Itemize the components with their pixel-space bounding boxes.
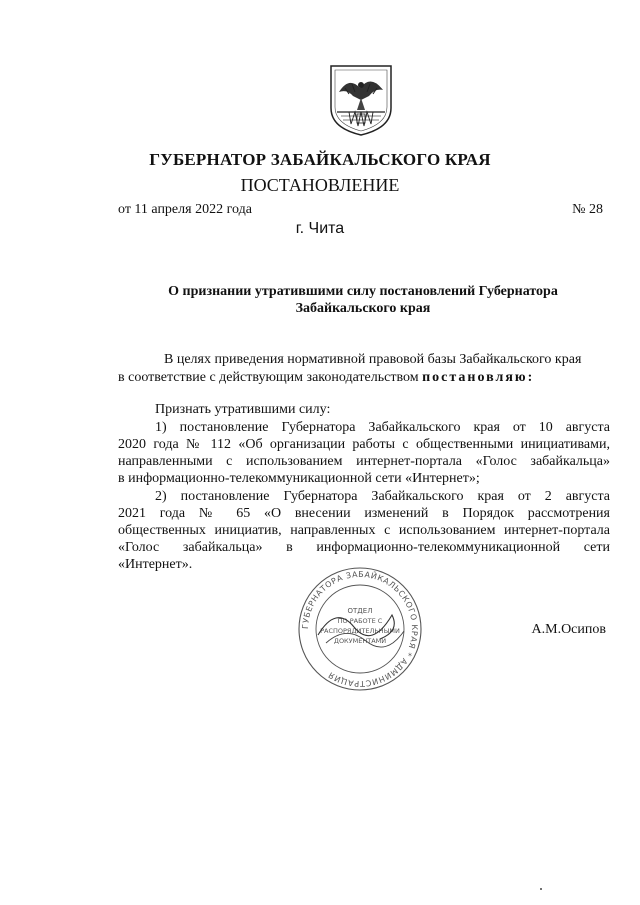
document-type: ПОСТАНОВЛЕНИЕ	[240, 175, 400, 195]
preamble-line-1: В целях приведения нормативной правовой базы Забайкальского края	[164, 352, 582, 367]
item-1-line-4: в информационно-телекоммуникационной сети «Интернет»;	[118, 471, 480, 486]
stamp-ring-text: ГУБЕРНАТОРА ЗАБАЙКАЛЬСКОГО КРАЯ * АДМИНИСТРАЦИЯ	[300, 569, 420, 689]
item-1-line-1: 1) постановление Губернатора Забайкальского края от 10 августа	[155, 420, 610, 435]
document-city: г. Чита	[295, 220, 345, 237]
stamp-center-line-4: ДОКУМЕНТАМИ	[333, 637, 387, 645]
repeal-intro: Признать утратившими силу:	[155, 402, 331, 417]
stamp-center-line-2: ПО РАБОТЕ С	[337, 617, 383, 625]
item-1-line-3: направленными с использованием интернет-портала «Голос забайкальца»	[118, 454, 610, 469]
coat-of-arms-emblem	[327, 62, 395, 138]
scan-speck	[540, 888, 542, 890]
official-stamp	[296, 565, 424, 693]
decree-word: постановляю:	[422, 370, 535, 385]
item-2-line-3: общественных инициатив, направленных с использованием интернет-портала	[118, 523, 610, 538]
item-1-line-2: 2020 года № 112 «Об организации работы с общественными инициативами,	[118, 437, 610, 452]
document-heading-line-1: О признании утратившими силу постановлений Губернатора	[168, 284, 558, 299]
document-number: № 28	[572, 202, 603, 217]
signer-name: А.М.Осипов	[531, 622, 606, 637]
item-2-line-2: 2021 года № 65 «О внесении изменений в Порядок рассмотрения	[118, 506, 610, 521]
preamble-line-2	[118, 369, 610, 386]
preamble-text: в соответствие с действующим законодательством	[118, 370, 419, 385]
item-2-line-1: 2) постановление Губернатора Забайкальского края от 2 августа	[155, 489, 610, 504]
governor-title: ГУБЕРНАТОР ЗАБАЙКАЛЬСКОГО КРАЯ	[149, 150, 491, 169]
document-heading-line-2: Забайкальского края	[295, 301, 431, 316]
stamp-center-line-1: ОТДЕЛ	[347, 607, 373, 615]
item-2-line-4: «Голос забайкальца» в информационно-телекоммуникационной сети	[118, 540, 610, 555]
document-date: от 11 апреля 2022 года	[118, 202, 252, 217]
stamp-center-line-3: РАСПОРЯДИТЕЛЬНЫМИ	[320, 627, 400, 635]
item-2-line-5: «Интернет».	[118, 557, 193, 572]
